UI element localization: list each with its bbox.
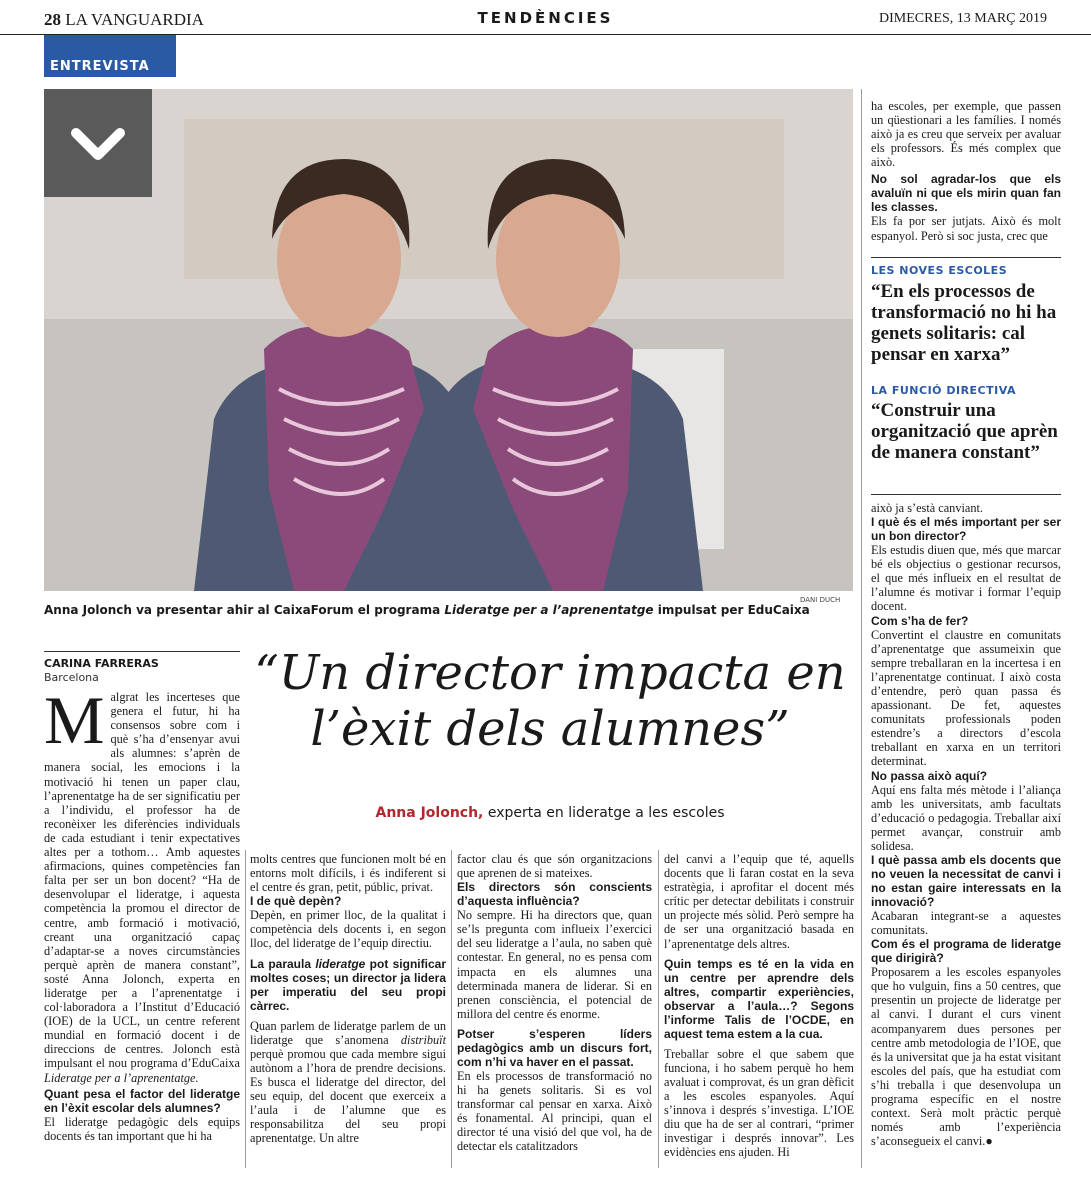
answer: això ja s’està canviant.: [871, 501, 983, 515]
program-name: Lideratge per a l’aprenentatge.: [44, 1070, 199, 1085]
question: No sol agradar-los que els avaluïn ni que els mirin quan fan les classes.: [871, 172, 1061, 215]
column-divider: [861, 89, 862, 1168]
sidebar-heading: LA FUNCIÓ DIRECTIVA: [871, 384, 1017, 397]
question: Com és el programa de lideratge que dirigirà?: [871, 937, 1061, 966]
section-badge: [44, 35, 176, 77]
column-5-bottom: [871, 501, 1061, 1148]
answer-text: Quan parlem de lideratge parlem de un lideratge que s’anomena: [250, 1018, 446, 1047]
byline-name: Anna Jolonch,: [375, 805, 484, 821]
publication-name: LA VANGUARDIA: [65, 10, 204, 29]
answer: Els fa por ser jutjats. Això és molt espanyol. Però si soc justa, crec que: [871, 214, 1061, 243]
sidebar-heading: LES NOVES ESCOLES: [871, 264, 1008, 277]
question: [250, 957, 446, 1013]
photo-credit: DANI DUCH: [800, 596, 841, 604]
author-name: CARINA FARRERAS: [44, 657, 159, 670]
answer-text: Proposarem a les escoles espanyoles que ho vulguin, fins a 50 centres, que presentin un projecte de lideratge per al canvi. I durant el curs vinent acompanyarem dues persones per centre amb metodologia de l’IOE, que és la universitat que ja ha estat visitant escoles del país, que ha estudiat com s’hi treballa i que desenvolupa un programa específic en el nostre context. Serà molt pràctic perquè només amb l’experiència s’aconsegueix el canvi.: [871, 965, 1061, 1149]
column-divider: [658, 850, 659, 1168]
question: I què passa amb els docents que no veuen la necessitat de canvi i no estan gaire interessats en la innovació?: [871, 852, 1061, 909]
question-text: La paraula: [250, 956, 316, 971]
chevron-down-icon: [44, 89, 152, 197]
caption-text: Anna Jolonch va presentar ahir al CaixaForum el programa: [44, 603, 445, 617]
drop-cap: M: [44, 682, 105, 758]
headline: “Un director impacta en l’èxit dels alumnes”: [254, 645, 846, 757]
answer: Acabaran integrant-se a aquestes comunitats.: [871, 908, 1061, 938]
sidebar-rule: [871, 257, 1061, 258]
author-city: Barcelona: [44, 671, 99, 684]
column-5-top: [871, 99, 1061, 243]
question: Els directors són conscients d’aquesta influència?: [457, 880, 652, 909]
page-number: 28: [44, 10, 61, 29]
photo-illustration: [44, 89, 853, 591]
question: Com s’ha de fer?: [871, 613, 969, 628]
answer: molts centres que funcionen molt bé en entorns molt difícils, i és indiferent si el centre és gran, petit, públic, privat.: [250, 852, 446, 895]
pull-quote: “Construir una organització que aprèn de manera constant”: [871, 400, 1058, 463]
answer: Aquí ens falta més mètode i l’aliança amb les universitats, amb facultats d’educació o pedagogia. Treballar així permet avançar, construir amb solidesa.: [871, 782, 1061, 853]
paragraph-text: algrat les incerteses que genera el futur, hi ha consensos sobre com i què s’ha d’ensenyar avui als alumnes: s’aprèn de manera social, les emocions i la motivació hi tenen un paper clau, l’aprenentatge ha de ser significatiu per a l’individu, el professor ha de reconèixer les diferències individuals de cada estudiant i tenir expectatives altes per a tothom… Amb aquestes afirmacions, quines competències fan falta per ser un bon docent? “Ha de desenvolupar el lideratge, i aquesta competència la promou el director de centre, amb formació i motivació, creant una organització capaç d’adaptar-se a noves circumstàncies perquè aprèn de manera constant”, sosté Anna Jolonch, experta en lideratge per a l’aprenentatge i col·laboradora a l’Institut d’Educació (IOE) de la UCL, un centre referent mundial en formació docent i de direccions de centres. Jolonch està impulsant el nou programa d’EduCaixa: [44, 690, 240, 1071]
column-3: [457, 852, 652, 1154]
byline-role: experta en lideratge a les escoles: [483, 805, 725, 821]
pull-quote: “En els processos de transformació no hi ha genets solitaris: cal pensar en xarxa”: [871, 281, 1057, 365]
question: No passa això aquí?: [871, 768, 988, 783]
question: I què és el més important per ser un bon director?: [871, 515, 1061, 544]
expand-button[interactable]: [44, 89, 152, 197]
answer: En els processos de transformació no hi ha genets solitaris. Si es vol transformar cal pensar en xarxa. Això és fonamental. Al principi, quan el director té una visió del que vol, ha de detectar els catalitzadors: [457, 1068, 652, 1154]
answer: El lideratge pedagògic dels equips docents és tan important que hi ha: [44, 1114, 240, 1143]
column-2: [250, 852, 446, 1145]
answer: [871, 965, 1061, 1148]
question: Quin temps es té en la vida en un centre per aprendre dels altres, compartir experiències, observar a l’aula…? Segons l’informe Talis de l’OCDE, en aquest tema estem a la cua.: [664, 956, 854, 1041]
answer: factor clau és que són organitzacions que aprenen de si mateixes.: [457, 852, 652, 881]
caption-italic: Lideratge per a l’aprenentatge: [444, 603, 654, 617]
section-title: TENDÈNCIES: [477, 9, 614, 27]
column-1: [44, 682, 240, 1143]
answer-italic: distribuït: [400, 1032, 446, 1047]
answer: del canvi a l’equip que té, aquells docents que li faran costat en la seva estratègia, i aprofitar el docent més crític per detectar debilitats i construir un projecte més sòlid. Però sempre ha de ser una organització basada en l’aprenentatge dels altres.: [664, 852, 854, 951]
answer: No sempre. Hi ha directors que, quan se’ls pregunta com influeix l’exercici del seu lideratge a l’aula, no saben què contestar. En general, no es pensa com impacta en els alumnes una determinada manera de liderar. Si en prenen consciència, el potencial de millora del centre és enorme.: [457, 908, 652, 1021]
answer-text-end: perquè promou que cada membre sigui autònom a l’hora de prendre decisions. Es busca el lideratge del director, del seu equip, del docent que exerceix a l’aula i de l’alumne que es responsabilitza del seu propi aprenentatge. Un altre: [250, 1046, 446, 1146]
sidebar-rule: [871, 494, 1061, 495]
question-italic: lideratge: [315, 956, 366, 971]
author-rule: [44, 651, 240, 652]
end-mark: ●: [985, 1134, 993, 1149]
question-text-end: pot significar moltes coses; un director ja lidera per imperatiu del seu propi càrrec.: [250, 956, 446, 1013]
answer: ha escoles, per exemple, que passen un qüestionari a les famílies. I només això ja es creu que serveix per avaluar els professors. És més complex que això.: [871, 99, 1061, 170]
badge-label: ENTREVISTA: [50, 59, 150, 74]
answer: [250, 1019, 446, 1146]
question: I de què depèn?: [250, 894, 342, 909]
answer: Treballar sobre el que sabem que funciona, i ho sabem perquè ho hem avaluat i comprovat, és un gran dèficit a les escoles espanyoles. Aquí s’innova i després s’investiga. L’IOE diu que ha de ser al contrari, “primer investigar i després innovar”. Les evidències ens ajuden. Hi: [664, 1046, 854, 1160]
photo-caption: [44, 603, 853, 617]
issue-date: DIMECRES, 13 MARÇ 2019: [878, 11, 1047, 26]
answer: Els estudis diuen que, més que marcar bé els objectius o gestionar recursos, el que més influeix en el resultat de l’alumne és motivar i formar l’equip docent.: [871, 543, 1061, 614]
interview-photo: [44, 89, 853, 591]
caption-text-end: impulsat per EduCaixa: [653, 603, 810, 617]
question: Quant pesa el factor del lideratge en l’èxit escolar dels alumnes?: [44, 1086, 240, 1115]
column-divider: [451, 850, 452, 1168]
answer: Depèn, en primer lloc, de la qualitat i competència dels docents i, en segon lloc, del lideratge de l’equip directiu.: [250, 908, 446, 951]
column-divider: [245, 850, 246, 1168]
column-4: [664, 852, 854, 1159]
answer: Convertint el claustre en comunitats d’aprenentatge que assumeixin que sempre treballaran en la incertesa i en l’aprenentatge continuat. I això costa d’entendre, però quan passa és apassionant. De fet, aquestes comunitats professionals poden estendre’s a directors d’escola treballant en xarxa en un territori determinat.: [871, 627, 1061, 769]
byline: [250, 805, 850, 821]
question: Potser s’esperen líders pedagògics amb un discurs fort, com n’hi va haver en el passat.: [457, 1026, 652, 1069]
